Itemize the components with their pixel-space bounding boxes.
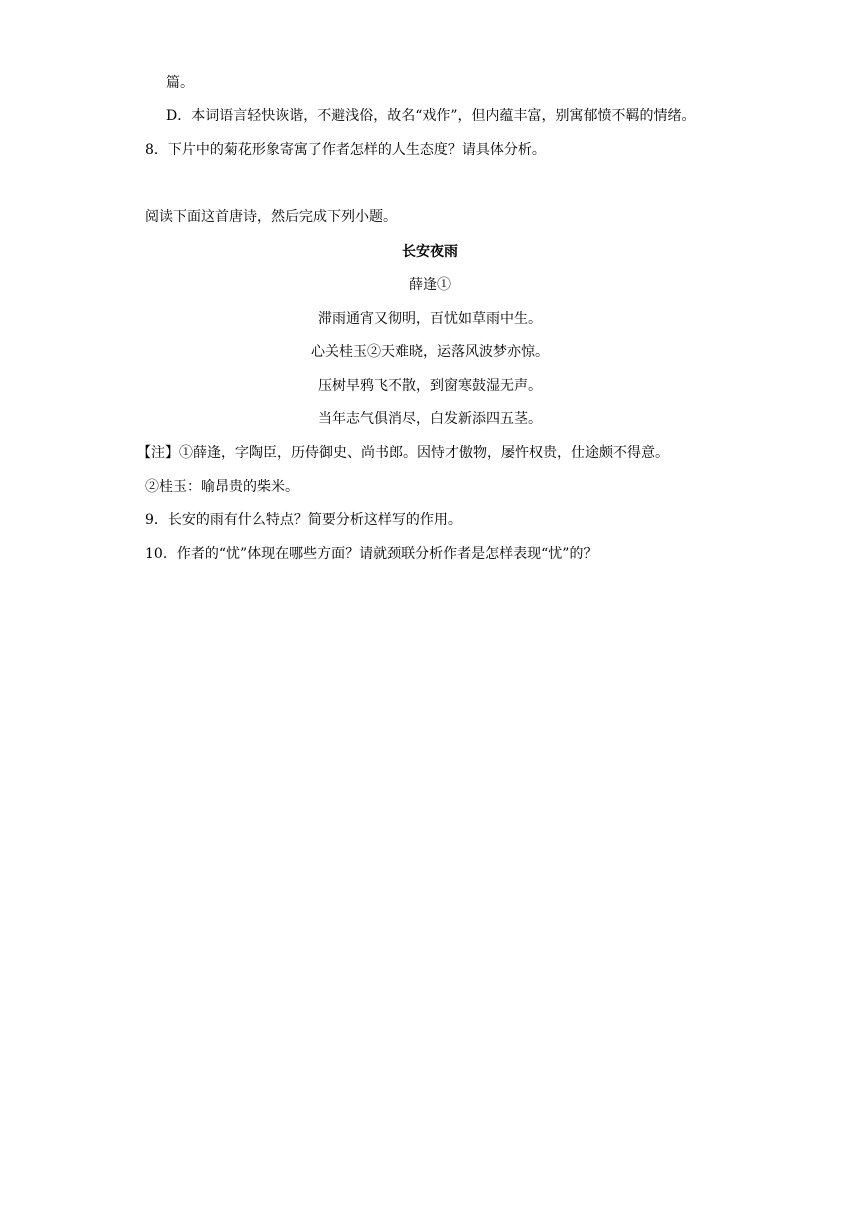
reading-instruction: 阅读下面这首唐诗，然后完成下列小题。 bbox=[145, 209, 397, 225]
option-d: D．本词语言轻快诙谐，不避浅俗，故名“戏作”，但内蕴丰富，别寓郁愤不羁的情绪。 bbox=[166, 108, 696, 124]
poem-line: 压树早鸦飞不散，到窗寒鼓湿无声。 bbox=[318, 378, 542, 394]
question-8: 8．下片中的菊花形象寄寓了作者怎样的人生态度？请具体分析。 bbox=[145, 142, 546, 158]
question-9: 9．长安的雨有什么特点？简要分析这样写的作用。 bbox=[145, 512, 462, 528]
poem-author: 薛逢① bbox=[409, 277, 451, 293]
question-10: 10．作者的“忧”体现在哪些方面？请就颈联分析作者是怎样表现“忧”的？ bbox=[145, 546, 598, 562]
poem-line: 心关桂玉②天难晓，运落风波梦亦惊。 bbox=[311, 344, 549, 360]
poem-line: 滞雨通宵又彻明，百忧如草雨中生。 bbox=[318, 311, 542, 327]
previous-question-continuation: 篇。 bbox=[166, 75, 194, 91]
poem-note-1: 【注】①薛逢，字陶臣，历侍御史、尚书郎。因恃才傲物，屡忤权贵，仕途颇不得意。 bbox=[137, 445, 669, 461]
poem-line: 当年志气俱消尽，白发新添四五茎。 bbox=[318, 411, 542, 427]
poem-note-2: ②桂玉：喻昂贵的柴米。 bbox=[145, 479, 299, 495]
poem-title: 长安夜雨 bbox=[402, 244, 458, 260]
